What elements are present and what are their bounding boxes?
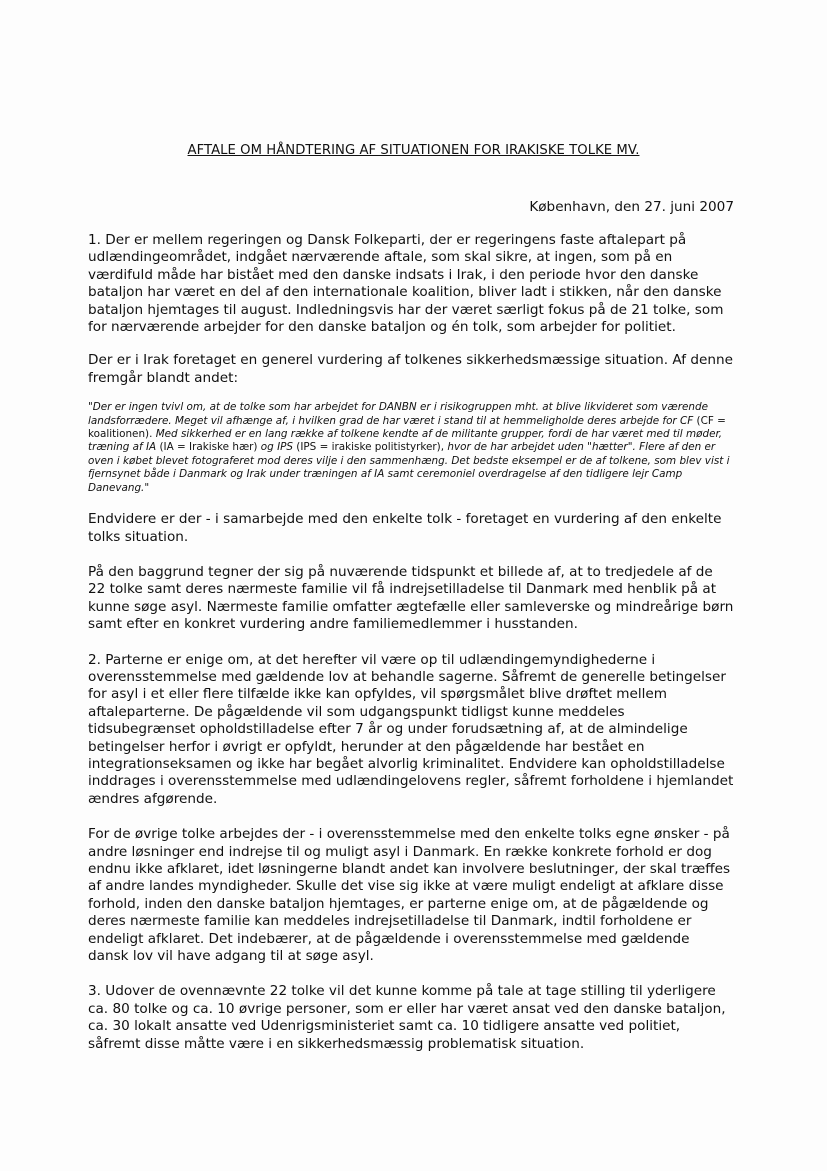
quote-ia-definition: (IA = Irakiske hær) bbox=[156, 441, 261, 454]
date-line: København, den 27. juni 2007 bbox=[529, 199, 734, 215]
paragraph-3: Endvidere er der - i samarbejde med den enkelte tolk - foretaget en vurdering af den enkelte tolks situation. bbox=[88, 511, 722, 545]
paragraph-5: 2. Parterne er enige om, at det herefter vil være op til udlændingemyndighederne i overensstemmelse med gældende lov at behandle sagerne. Såfremt de generelle betingelser for asyl i et eller flere tilfælde ikke kan opfyldes, vil spørgsmålet blive drøftet mellem aftaleparterne. De pågældende vil som udgangspunkt tidligst kunne meddeles tidsubegrænset opholdstilladelse efter 7 år og under forudsætning af, at de almindelige betingelser herfor i øvrigt er opfyldt, herunder at den pågældende har bestået en integrationseksamen og ikke har begået alvorlig kriminalitet. Endvidere kan opholdstilladelse inddrages i overensstemmelse med udlændingelovens regler, såfremt forholdene i hjemlandet ændres afgørende. bbox=[88, 651, 734, 807]
quote-text-3: og bbox=[260, 441, 278, 454]
quote-ia: IA bbox=[145, 441, 157, 454]
document-title: AFTALE OM HÅNDTERING AF SITUATIONEN FOR IRAKISKE TOLKE MV. bbox=[187, 143, 640, 158]
document-body bbox=[88, 232, 734, 1053]
quote-text-1: "Der er ingen tvivl om, at de tolke som har arbejdet for DANBN er i risikogruppen mht. at blive likvideret som værende landsforrædere. Meget vil afhænge af, i hvilken grad de har været i stand til at hemmeligholde deres arbejde for bbox=[88, 401, 708, 427]
paragraph-6: For de øvrige tolke arbejdes der - i overensstemmelse med den enkelte tolks egne ønsker - på andre løsninger end indrejse til og muligt asyl i Danmark. En række konkrete forhold er dog endnu ikke afklaret, idet løsningerne blandt andet kan involvere beslutninger, der skal træffes af andre landes myndigheder. Skulle det vise sig ikke at være muligt endeligt at afklare disse forhold, inden den danske bataljon hjemtages, er parterne enige om, at de pågældende og deres nærmeste familie kan meddeles indrejsetilladelse til Danmark, indtil forholdene er endeligt afklaret. Det indebærer, at de pågældende i overensstemmelse med gældende dansk lov vil have adgang til at søge asyl. bbox=[88, 826, 731, 965]
paragraph-1: 1. Der er mellem regeringen og Dansk Folkeparti, der er regeringens faste aftalepart på udlændingeområdet, indgået nærværende aftale, som skal sikre, at ingen, som på en værdifuld måde har bistået med den danske indsats i Irak, i den periode hvor den danske bataljon har været en del af den internationale koalition, bliver ladt i stikken, når den danske bataljon hjemtages til august. Indledningsvis har der været særligt fokus på de 21 tolke, som for nærværende arbejder for den danske bataljon og én tolk, som arbejder for politiet. bbox=[88, 232, 724, 336]
quote-cf: CF bbox=[680, 414, 694, 427]
quote-ips: IPS bbox=[277, 441, 293, 454]
quote-text-2: Med sikkerhed er en lang række af tolkene kendte af de militante grupper, fordi de har været med til møder, træning af bbox=[88, 428, 723, 454]
paragraph-2: Der er i Irak foretaget en generel vurdering af tolkenes sikkerhedsmæssige situation. Af denne fremgår blandt andet: bbox=[88, 352, 733, 386]
assessment-quote bbox=[88, 401, 734, 495]
quote-text-4: hvor de har arbejdet uden "hætter". Flere af den er oven i købet blevet fotograferet mod deres vilje i den sammenhæng. Det bedste eksempel er de af tolkene, som blev vist i fjernsynet både i Danmark og Irak under træningen af IA samt ceremoniel overdragelse af den tidligere lejr Camp Danevang." bbox=[88, 441, 730, 494]
paragraph-4: På den baggrund tegner der sig på nuværende tidspunkt et billede af, at to tredjedele af de 22 tolke samt deres nærmeste familie vil få indrejsetilladelse til Danmark med henblik på at kunne søge asyl. Nærmeste familie omfatter ægtefælle eller samleverske og mindreårige børn samt efter en konkret vurdering andre familiemedlemmer i husstanden. bbox=[88, 563, 734, 633]
quote-cf-definition: (CF = koalitionen). bbox=[88, 414, 726, 441]
paragraph-7: 3. Udover de ovennævnte 22 tolke vil det kunne komme på tale at tage stilling til yderligere ca. 80 tolke og ca. 10 øvrige personer, som er eller har været ansat ved den danske bataljon, ca. 30 lokalt ansatte ved Udenrigsministeriet samt ca. 10 tidligere ansatte ved politiet, såfremt disse måtte være i en sikkerhedsmæssig problematisk situation. bbox=[88, 983, 726, 1052]
quote-ips-definition: (IPS = irakiske politistyrker), bbox=[293, 441, 448, 454]
